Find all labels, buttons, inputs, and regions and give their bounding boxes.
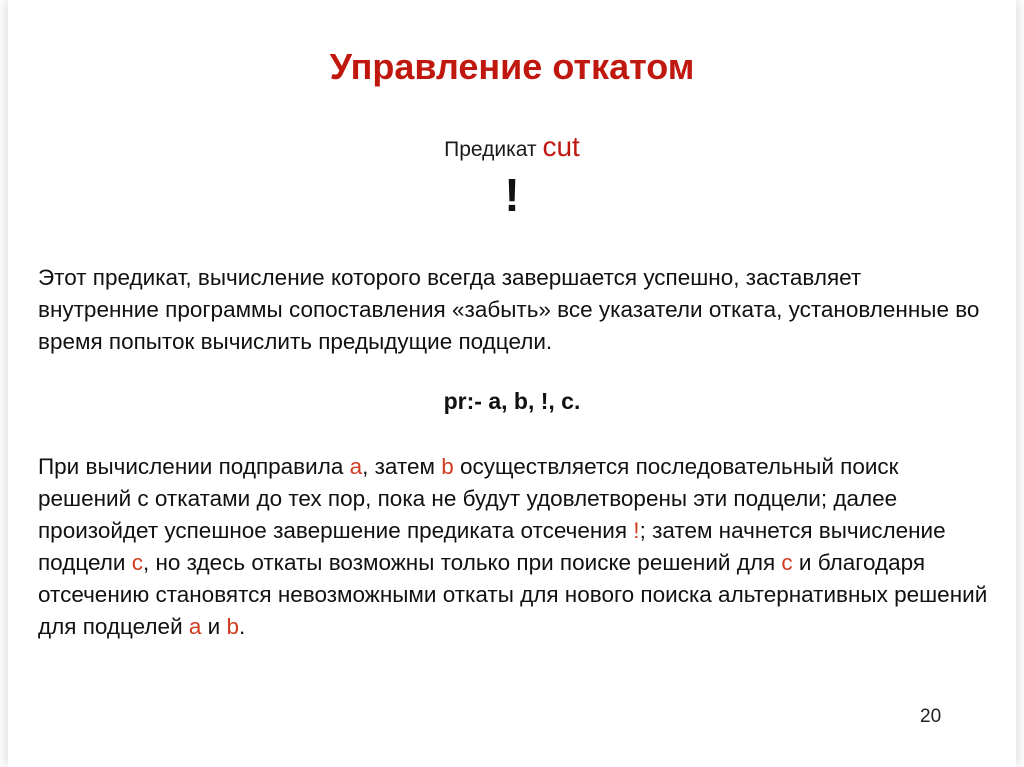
goal-a-highlight: a xyxy=(349,454,363,479)
para2-text: . xyxy=(239,614,246,639)
para2-text: и благодаря отсечению становятся невозможными откаты для нового поиска альтернативных решений для подцелей xyxy=(38,550,988,639)
page-number: 20 xyxy=(920,706,942,727)
cut-symbol: ! xyxy=(504,169,520,221)
goal-b-highlight: b xyxy=(441,454,454,479)
paragraph-definition: Этот предикат, вычисление которого всегда завершается успешно, заставляет внутренние программы сопоставления «забыть» все указатели отката, установленные во время попыток вычислить предыдущие подцели. xyxy=(38,265,980,354)
para2-text: При вычислении подправила xyxy=(38,454,350,479)
goal-c-highlight: c xyxy=(781,550,793,575)
goal-c-highlight: c xyxy=(131,550,143,575)
para2-text: осуществляется последовательный поиск решений с откатами до тех пор, пока не будут удовлетворены эти подцели; далее произойдет успешное завершение предиката отсечения xyxy=(38,454,899,543)
subtitle-prefix: Предикат xyxy=(444,138,537,161)
para2-text: и xyxy=(201,614,227,639)
slide-frame xyxy=(8,0,1016,767)
slide-title: Управление откатом xyxy=(329,46,695,87)
para2-text: , но здесь откаты возможны только при поиске решений для xyxy=(142,550,782,575)
subtitle xyxy=(0,131,1024,163)
goal-b-highlight: b xyxy=(226,614,239,639)
cut-highlight: ! xyxy=(633,518,640,543)
para2-text: , затем xyxy=(362,454,442,479)
subtitle-keyword: cut xyxy=(542,131,580,162)
code-rule: pr:- a, b, !, c. xyxy=(443,388,581,414)
paragraph-explanation xyxy=(38,451,988,643)
para2-text: ; затем начнется вычисление подцели xyxy=(38,518,946,575)
goal-a-highlight: a xyxy=(188,614,202,639)
